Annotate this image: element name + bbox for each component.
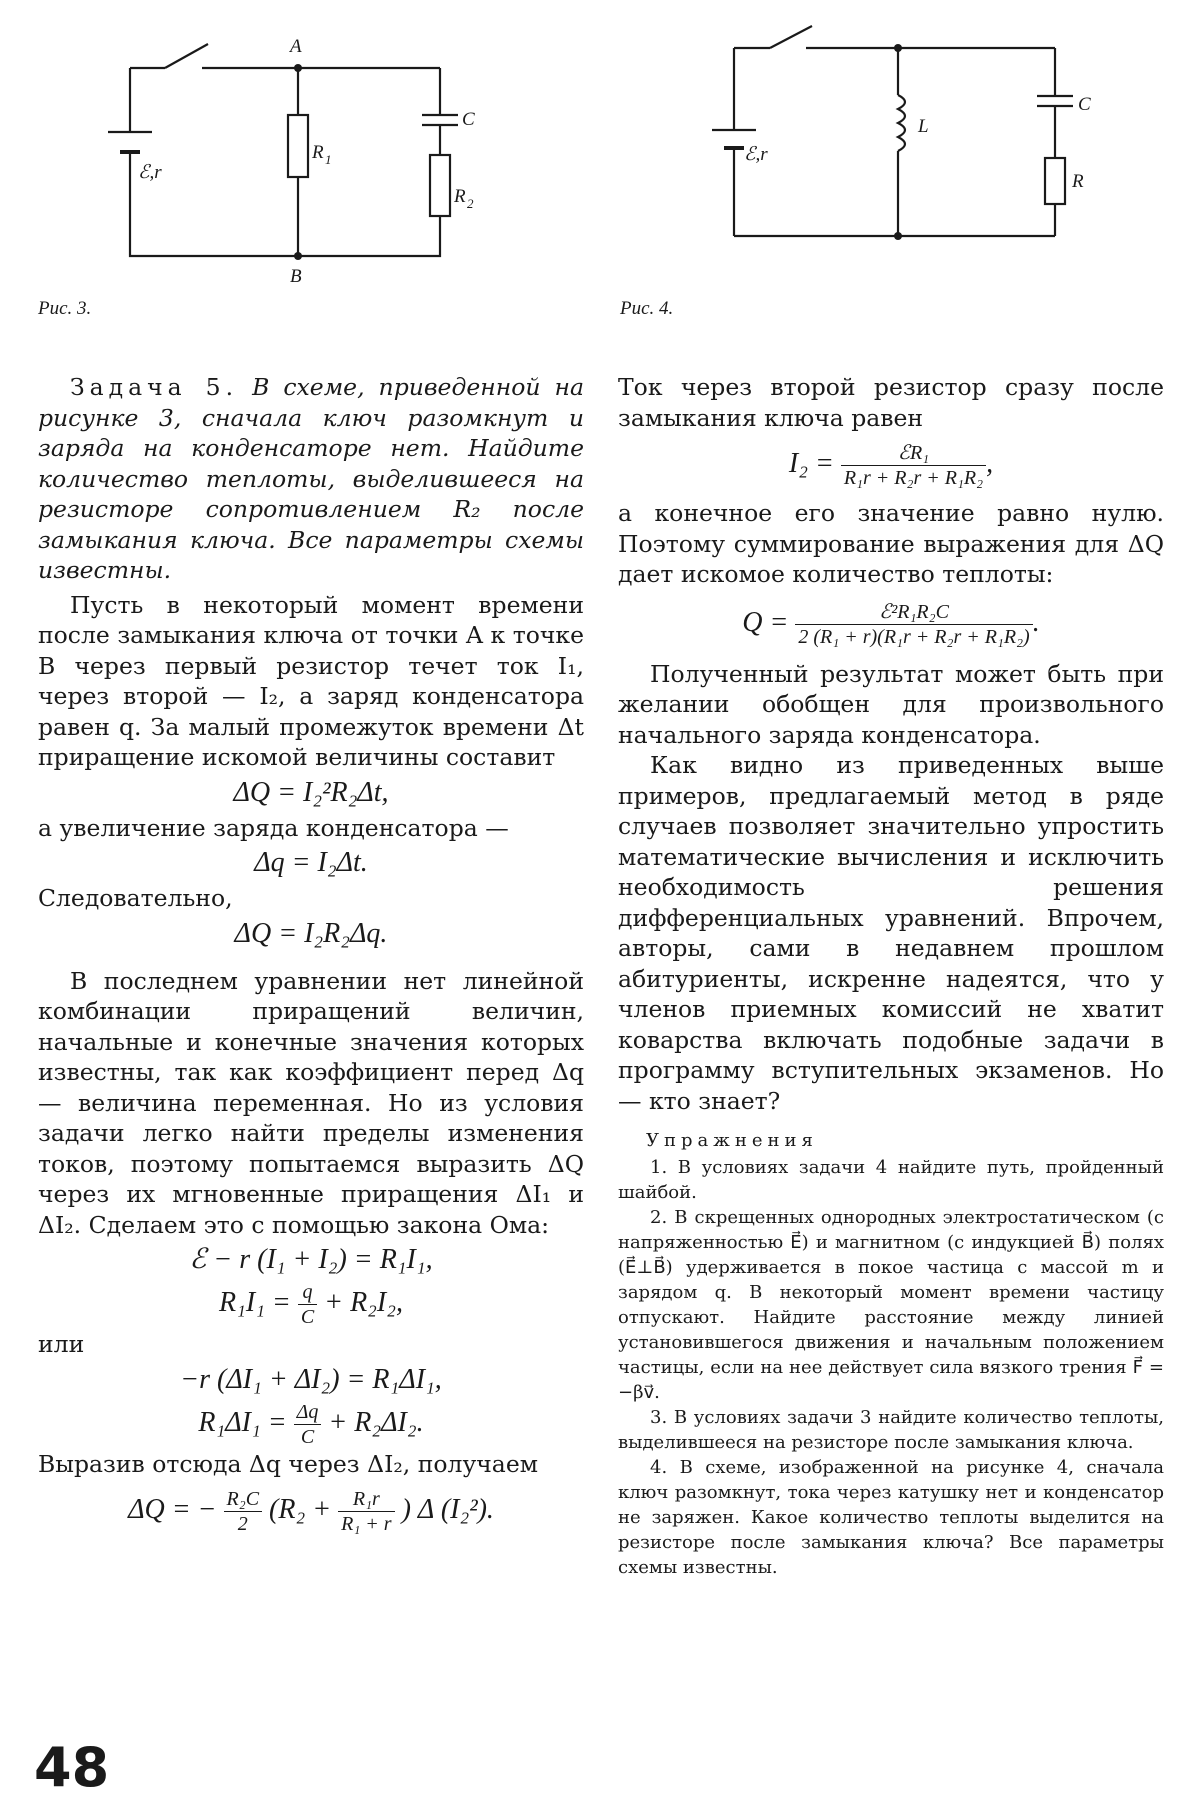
r1-subscript: 1 xyxy=(325,152,332,167)
paragraph: а увеличение заряда конденсатора — xyxy=(38,813,509,842)
fraction xyxy=(795,600,1032,649)
fraction xyxy=(338,1487,394,1536)
paragraph: Ток через второй резистор сразу после замыкания ключа равен xyxy=(618,373,1164,432)
eq-tail: . xyxy=(1032,606,1040,638)
denominator: R₁ + r xyxy=(338,1511,394,1536)
numerator: ℰR₁ xyxy=(897,442,930,464)
node-a-label: A xyxy=(290,36,302,57)
exercise-item: 1. В условиях задачи 4 найдите путь, пройденный шайбой. xyxy=(618,1157,1164,1203)
equation-final-increment xyxy=(38,1487,584,1536)
figure-3-caption: Рис. 3. xyxy=(38,298,92,319)
eq-lhs: R₁I₁ = xyxy=(219,1286,291,1318)
paragraph: Как видно из приведенных выше примеров, предлагаемый метод в ряде случаев позволяет значительно упростить математические вычисления и исключить необходимость решения дифференциальных уравнений. Впрочем, авторы, сами в недавнем прошлом абитуриенты, искренне надеятся, что у членов приемных комиссий не хватит коварства включать подобные задачи в программу вступительных экзаменов. Но — кто знает? xyxy=(618,751,1164,1115)
equation-heat-increment: ΔQ = I₂²R₂Δt, xyxy=(233,776,389,808)
eq-tail: , xyxy=(986,447,994,479)
eq-lhs: I₂ = xyxy=(788,447,834,479)
node-b-dot xyxy=(294,252,302,260)
eq-mid: (R₂ + xyxy=(269,1493,332,1525)
equation-ohm-law: ℰ − r (I₁ + I₂) = R₁I₁, xyxy=(189,1244,433,1275)
problem-statement xyxy=(38,372,584,586)
paragraph: В последнем уравнении нет линейной комбинации приращений величин, начальные и конечные значения которых известны, так как коэффициент перед Δq — величина переменная. Но из условия задачи легко найти пределы изменения токов, поэтому попытаемся выразить ΔQ через их мгновенные приращения ΔI₁ и ΔI₂. Сделаем это с помощью закона Ома: xyxy=(38,966,584,1239)
exercise-item: 3. В условиях задачи 3 найдите количество теплоты, выделившееся на резисторе после замыкания ключа. xyxy=(618,1407,1164,1453)
paragraph: или xyxy=(38,1330,85,1358)
paragraph: Следовательно, xyxy=(38,884,233,912)
r2-subscript: 2 xyxy=(467,196,474,211)
node-a-dot xyxy=(294,64,302,72)
emf-label: ℰ,r xyxy=(138,162,162,183)
r2-label: R xyxy=(454,186,466,207)
figure-3-circuit xyxy=(90,30,510,300)
eq-rhs: + R₂I₂, xyxy=(324,1286,403,1318)
exercise-item: 4. В схеме, изображенной на рисунке 4, сначала ключ разомкнут, тока через катушку нет и конденсатор не заряжен. Какое количество теплоты выделится на резисторе после замыкания ключа? Все параметры схемы известны. xyxy=(618,1457,1164,1578)
denominator: C xyxy=(294,1424,322,1449)
eq-rhs: ) Δ (I₂²). xyxy=(401,1493,494,1525)
resistor-label: R xyxy=(1072,171,1084,192)
denominator: 2 (R₁ + r)(R₁r + R₂r + R₁R₂) xyxy=(795,624,1032,649)
eq-lhs: ΔQ = − xyxy=(128,1493,217,1525)
node-b-label: B xyxy=(290,266,302,287)
equation-total-heat xyxy=(618,600,1164,649)
emf-label: ℰ,r xyxy=(744,144,768,165)
numerator: Δq xyxy=(296,1400,319,1423)
figure-4-caption: Рис. 4. xyxy=(620,298,674,319)
problem-text: В схеме, приведенной на рисунке 3, сначала ключ разомкнут и заряда на конденсаторе нет. Найдите количество теплоты, выделившееся на резисторе сопротивлением R₂ после замыкания ключа. Все параметры схемы известны. xyxy=(38,373,584,584)
inductor-label: L xyxy=(918,116,929,137)
capacitor-label: C xyxy=(462,109,475,130)
right-column xyxy=(618,372,1164,1580)
figure-4-circuit xyxy=(700,20,1120,260)
page-number: 48 xyxy=(34,1736,110,1799)
exercise-item: 2. В скрещенных однородных электростатическом (с напряженностью E⃗) и магнитном (с индукцией B⃗) полях (E⃗⊥B⃗) удерживается в покое частица с массой m и зарядом q. В некоторый момент времени частицу отпускают. Найдите расстояние между линией установившегося движения и начальным положением частицы, если на нее действует сила вязкого трения F⃗ = −βv⃗. xyxy=(618,1207,1164,1403)
denominator: 2 xyxy=(224,1511,263,1536)
capacitor-label: C xyxy=(1078,94,1091,115)
junction-bottom-dot xyxy=(894,232,902,240)
fraction xyxy=(298,1280,317,1329)
eq-lhs: R₁ΔI₁ = xyxy=(198,1406,287,1438)
paragraph: Пусть в некоторый момент времени после замыкания ключа от точки A к точке B через первый резистор течет ток I₁, через второй — I₂, а заряд конденсатора равен q. За малый промежуток времени Δt приращение искомой величины составит xyxy=(38,590,584,771)
equation-charge-increment: Δq = I₂Δt. xyxy=(254,847,368,878)
paragraph: а конечное его значение равно нулю. Поэтому суммирование выражения для ΔQ дает искомое количество теплоты: xyxy=(618,499,1164,588)
equation-heat-via-charge: ΔQ = I₂R₂Δq. xyxy=(234,917,388,949)
r1-label: R xyxy=(312,142,324,163)
fraction xyxy=(294,1400,322,1449)
equation-ohm-increments: −r (ΔI₁ + ΔI₂) = R₁ΔI₁, xyxy=(180,1363,442,1395)
paragraph: Выразив отсюда Δq через ΔI₂, получаем xyxy=(38,1449,539,1478)
equation-r1i1 xyxy=(38,1280,584,1329)
paragraph: Полученный результат может быть при желании обобщен для произвольного начального заряда конденсатора. xyxy=(618,659,1164,749)
equation-r1-delta xyxy=(38,1400,584,1449)
numerator: R₁r xyxy=(352,1488,380,1510)
junction-top-dot xyxy=(894,44,902,52)
numerator: R₂C xyxy=(226,1488,260,1510)
eq-rhs: + R₂ΔI₂. xyxy=(328,1406,424,1438)
denominator: C xyxy=(298,1304,317,1329)
numerator: ℰ²R₁R₂C xyxy=(879,600,949,623)
equation-initial-current xyxy=(618,441,1164,490)
fraction xyxy=(224,1487,263,1536)
denominator: R₁r + R₂r + R₁R₂ xyxy=(841,465,986,490)
fraction xyxy=(841,441,986,490)
exercises-heading: Упражнения xyxy=(646,1130,818,1151)
left-column xyxy=(38,372,584,1536)
numerator: q xyxy=(302,1281,313,1303)
eq-lhs: Q = xyxy=(742,606,789,638)
exercises-section xyxy=(618,1130,1164,1580)
problem-label: Задача 5. xyxy=(70,373,239,401)
